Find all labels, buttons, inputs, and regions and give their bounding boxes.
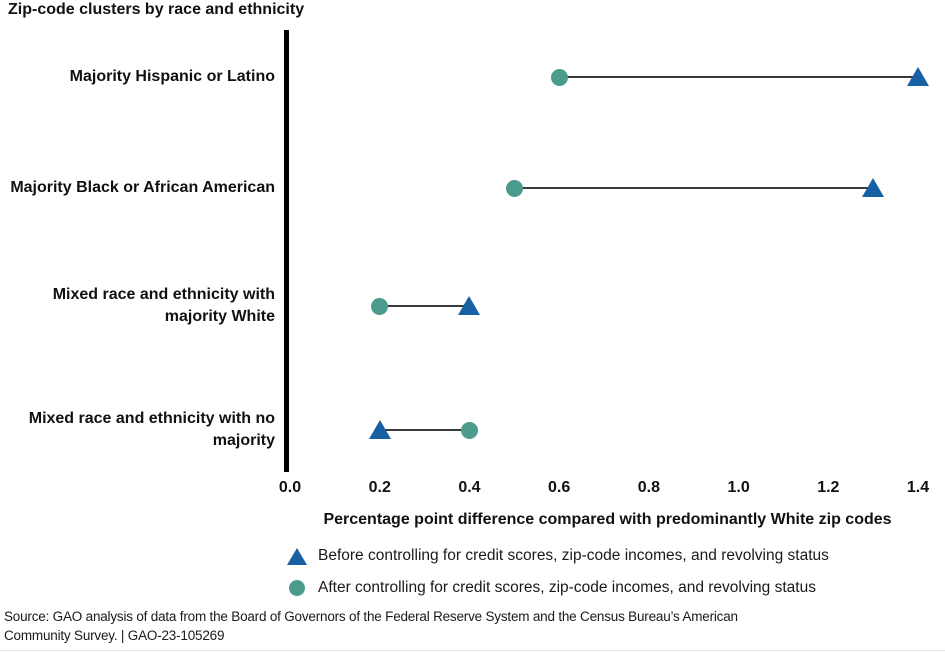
category-label: Majority Black or African American xyxy=(10,179,275,196)
y-axis-line xyxy=(284,30,289,472)
source-line-1: Source: GAO analysis of data from the Board of Governors of the Federal Reserve System and the Census Bureau’s American xyxy=(4,609,738,624)
legend-label-after: After controlling for credit scores, zip-code incomes, and revolving status xyxy=(318,579,816,596)
chart-title: Zip-code clusters by race and ethnicity xyxy=(8,1,305,18)
connector-line xyxy=(559,76,918,78)
category-label: Mixed race and ethnicity with no majority xyxy=(28,410,275,449)
source-line-2: Community Survey. | GAO-23-105269 xyxy=(4,628,225,643)
x-tick-label: 0.4 xyxy=(458,479,481,496)
after-marker-circle xyxy=(371,298,388,315)
x-tick-label: 0.0 xyxy=(278,479,302,496)
x-tick-label: 0.8 xyxy=(637,479,660,496)
before-marker-triangle xyxy=(369,420,391,439)
legend-marker-cell xyxy=(284,580,310,596)
before-marker-triangle xyxy=(458,296,480,315)
legend-label-before: Before controlling for credit scores, zip-code incomes, and revolving status xyxy=(318,547,829,564)
triangle-marker-icon xyxy=(287,548,307,565)
connector-line xyxy=(380,305,470,307)
legend-marker-cell xyxy=(284,548,310,565)
x-tick-label: 0.2 xyxy=(368,479,391,496)
after-marker-circle xyxy=(506,180,523,197)
legend-item-after xyxy=(284,575,944,601)
category-label: Majority Hispanic or Latino xyxy=(69,68,275,85)
x-tick-label: 1.0 xyxy=(727,479,750,496)
circle-marker-icon xyxy=(289,580,305,596)
bottom-divider xyxy=(0,650,945,651)
x-axis-title: Percentage point difference compared with predominantly White zip codes xyxy=(323,511,892,528)
legend-item-before xyxy=(284,543,944,569)
x-tick-label: 1.4 xyxy=(906,479,930,496)
connector-line xyxy=(380,429,470,431)
x-tick-label: 0.6 xyxy=(548,479,571,496)
source-note xyxy=(4,607,934,645)
x-tick-label: 1.2 xyxy=(817,479,840,496)
category-label: Mixed race and ethnicity with majority White xyxy=(52,286,275,325)
legend xyxy=(284,543,944,607)
before-marker-triangle xyxy=(862,178,884,197)
before-marker-triangle xyxy=(907,67,929,86)
after-marker-circle xyxy=(461,422,478,439)
connector-line xyxy=(514,187,873,189)
after-marker-circle xyxy=(551,69,568,86)
